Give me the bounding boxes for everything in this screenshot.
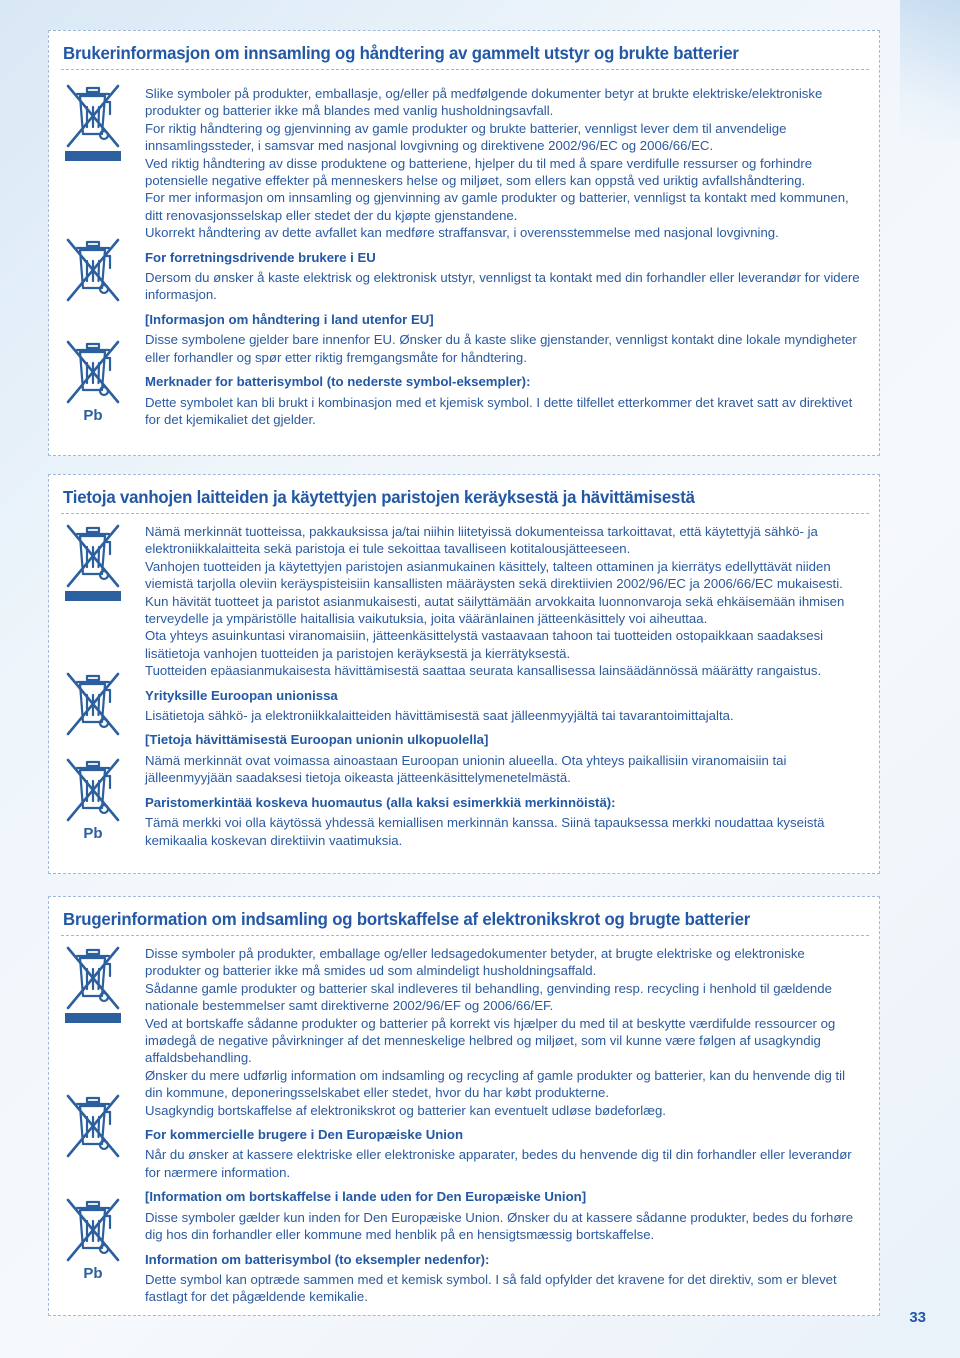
subheading: [Tietoja hävittämisestä Euroopan unionin ulkopuolella] [145,732,489,748]
pb-chemical-symbol: Pb [83,407,103,424]
section-title: Brugerinformation om indsamling og bortskaffelse af elektronikskrot og brugte batterier [63,909,751,929]
subsection-text: Tämä merkki voi olla käytössä yhdessä kemiallisen merkinnän kanssa. Siinä tapauksessa merkki noudattaa kyseistä kemikaalia koskevan direktiivin vaatimuksia. [145,815,825,848]
bin-symbol-with-bar [65,83,121,161]
subheading: Paristomerkintää koskeva huomautus (alla kaksi esimerkkiä merkinnöistä): [145,794,616,810]
paragraph: Disse symboler på produkter, emballage og/eller ledsagedokumenter betyder, at brugte elektriske og elektroniske produkter og batterier ikke må smides ud som almindeligt husholdningsaffald. [145,946,805,979]
paragraph: For mer informasjon om innsamling og gjenvinning av gamle produkter og batterier, vennligst ta kontakt med kommunen, ditt renovasjonsselskap eller stedet der du kjøpte gjenstandene. [145,190,849,223]
section-divider [61,69,869,70]
crossed-out-bin-icon [65,83,121,149]
paragraph: Ota yhteys asuinkuntasi viranomaisiin, jätteenkäsittelystä vastaavaan tahoon tai tuotteiden ostopaikkaan saadaksesi lisätietoja vanhojen tuotteiden ja paristojen keräyksestä ja kierrätyksestä. [145,628,824,661]
subsection-text: Dette symbolet kan bli brukt i kombinasjon med et kjemisk symbol. I dette tilfellet etterkommer det kravet satt av direktivet for det kjemikaliet det gjelder. [145,394,853,427]
bin-symbol [65,237,121,303]
section-body [145,523,861,849]
paragraph: Ønsker du mere udførlig information om indsamling og recycling af gamle produkter og batterier, kan du henvende dig til din kommune, deponeringsselskabet eller stedet, hvor du har købt produkterne. [145,1067,846,1101]
bin-symbol-pb [65,757,121,842]
section-finnish [48,474,880,874]
paragraph: Tuotteiden epäasianmukaisesta hävittämisestä saattaa seurata kansallisessa lainsäädännössä määrätty rangaistus. [145,663,822,679]
symbol-column [49,897,139,1315]
crossed-out-bin-icon [65,237,121,303]
bin-symbol-pb [65,1197,121,1282]
crossed-out-bin-icon [65,757,121,823]
bin-symbol-with-bar [65,523,121,601]
subheading: Merknader for batterisymbol (to nederste symbol-eksempler): [145,374,531,390]
bin-symbol-with-bar [65,945,121,1023]
subheading: [Informasjon om håndtering i land utenfor EU] [145,311,434,327]
subheading: Yrityksille Euroopan unionissa [145,687,338,703]
solid-bar [65,591,121,601]
bin-symbol [65,1093,121,1159]
pb-chemical-symbol: Pb [83,1265,103,1282]
section-body [145,85,861,428]
crossed-out-bin-icon [65,1197,121,1263]
section-danish [48,896,880,1316]
pb-chemical-symbol: Pb [83,825,103,842]
crossed-out-bin-icon [65,1093,121,1159]
subsection-text: Dersom du ønsker å kaste elektrisk og elektronisk utstyr, vennligst ta kontakt med din forhandler eller leverandør for videre informasjon. [145,270,860,303]
crossed-out-bin-icon [65,945,121,1011]
section-divider [61,935,869,936]
subsection-text: Disse symbolene gjelder bare innenfor EU. Ønsker du å kaste slike gjenstander, vennligst kontakt dine lokale myndigheter eller forhandler og spør etter riktig fremgangsmåte for håndtering. [145,332,857,365]
bin-symbol [65,671,121,737]
section-title: Tietoja vanhojen laitteiden ja käytettyjen paristojen keräyksestä ja hävittämisestä [63,487,695,507]
paragraph: Ved at bortskaffe sådanne produkter og batterier på korrekt vis hjælper du med til at beskytte værdifulde ressourcer og imødegå de negative påvirkninger af det menneskelige helbred og miljøet, som vil kunne være følgen af usagkyndig affaldsbehandling. [145,1015,836,1066]
section-norwegian [48,30,880,456]
subsection-text: Dette symbol kan optræde sammen med et kemisk symbol. I så fald opfylder det kravene for det direktiv, som er blevet fastlagt for det pågældende kemikalie. [145,1271,837,1305]
solid-bar [65,1013,121,1023]
paragraph: For riktig håndtering og gjenvinning av gamle produkter og brukte batterier, vennligst lever dem til anvendelige innsamlingssteder, i samsvar med nasjonal lovgivning og direktivene 2002/96/EC og 2006/66/EC. [145,120,787,154]
crossed-out-bin-icon [65,339,121,405]
solid-bar [65,151,121,161]
crossed-out-bin-icon [65,523,121,589]
paragraph: Kun hävität tuotteet ja paristot asianmukaisesti, autat säilyttämään arvokkaita luonnonvaroja sekä ehkäisemään ihmisen terveydelle ja ympäristölle haitallisia vaikutuksia, joita vääränlainen jätteenkäsittely voi aiheuttaa. [145,593,845,627]
subheading: For kommercielle brugere i Den Europæiske Union [145,1127,464,1143]
paragraph: Usagkyndig bortskaffelse af elektronikskrot og batterier kan eventuelt udløse bødeforlæg. [145,1102,666,1118]
section-body [145,945,861,1306]
paragraph: Ved riktig håndtering av disse produktene og batteriene, hjelper du til med å spare verdifulle ressurser og forhindre potensielle negative effekter på menneskers helse og miljøet, som ellers kan oppstå ved uriktig avfallshåndtering. [145,155,813,189]
subheading: For forretningsdrivende brukere i EU [145,249,376,265]
paragraph: Sådanne gamle produkter og batterier skal indleveres til behandling, genvinding resp. recycling i henhold til gældende nationale bestemmelser samt direktiverne 2002/96/EF og 2006/66/EF. [145,980,832,1014]
subsection-text: Disse symboler gælder kun inden for Den Europæiske Union. Ønsker du at kassere sådanne produkter, bedes du forhøre dig hos din forhandler eller kommune med henblik på en hensigtsmæssig bortskaffelse. [145,1209,854,1243]
symbol-column [49,475,139,873]
subheading: Information om batterisymbol (to eksempler nedenfor): [145,1251,490,1267]
page-curl-decoration [900,0,960,140]
subsection-text: Når du ønsker at kassere elektriske eller elektroniske apparater, bedes du henvende dig til din forhandler eller leverandør for nærmere information. [145,1147,852,1180]
bin-symbol-pb [65,339,121,424]
subsection-text: Nämä merkinnät ovat voimassa ainoastaan Euroopan unionin alueella. Ota yhteys paikallisiin viranomaisiin tai jälleenmyyjään saadaksesi tietoja oikeasta jätteenkäsittelymenetelmästä. [145,752,787,786]
paragraph: Nämä merkinnät tuotteissa, pakkauksissa ja/tai niihin liitetyissä dokumenteissa tarkoittavat, että käytettyjä sähkö- ja elektroniikkalaitteita sekä paristoja ei tule sekoittaa tavalliseen kotitalousjätteeseen. [145,524,818,557]
symbol-column [49,31,139,455]
section-title: Brukerinformasjon om innsamling og håndtering av gammelt utstyr og brukte batterier [63,43,739,63]
crossed-out-bin-icon [65,671,121,737]
page-number: 33 [909,1309,926,1326]
subsection-text: Lisätietoja sähkö- ja elektroniikkalaitteiden hävittämisestä saat jälleenmyyjältä tai tavarantoimittajalta. [145,708,734,724]
paragraph: Slike symboler på produkter, emballasje, og/eller på medfølgende dokumenter betyr at brukte elektriske/elektroniske produkter og batterier ikke må blandes med vanlig husholdningsavfall. [145,86,823,119]
subheading: [Information om bortskaffelse i lande uden for Den Europæiske Union] [145,1189,587,1205]
section-divider [61,513,869,514]
paragraph: Vanhojen tuotteiden ja käytettyjen paristojen asianmukainen käsittely, talteen ottaminen ja kierrätys edellyttävät niiden viemistä tarjolla oleviin keräyspisteisiin kansallisten määräysten sekä direktiivien 2002/96/EC ja 2006/66/EC mukaisesti. [145,558,843,592]
paragraph: Ukorrekt håndtering av dette avfallet kan medføre straffansvar, i overensstemmelse med nasjonal lovgivning. [145,225,779,241]
